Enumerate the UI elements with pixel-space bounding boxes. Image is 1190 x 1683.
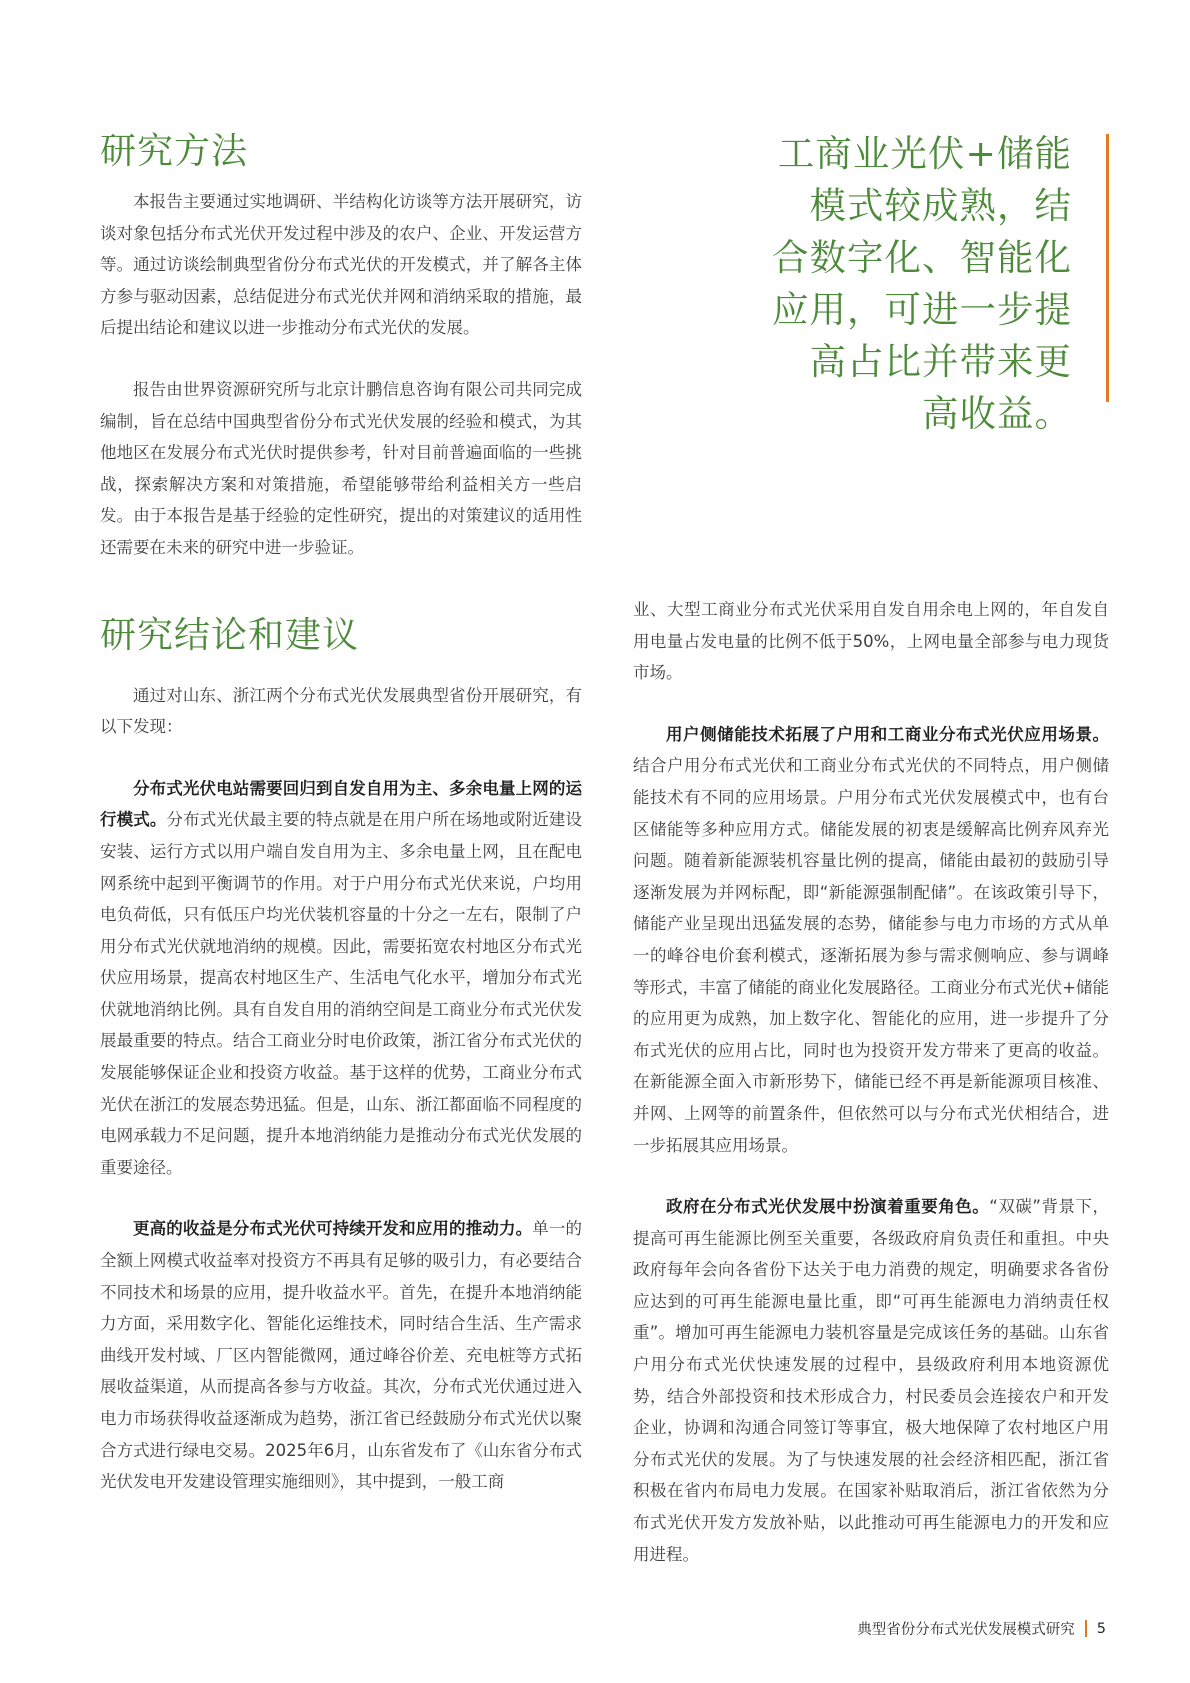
method-paragraph-1: 本报告主要通过实地调研、半结构化访谈等方法开展研究，访谈对象包括分布式光伏开发过程中涉及的农户、企业、开发运营方等。通过访谈绘制典型省份分布式光伏的开发模式，并了解各主体方参与驱动因素，总结促进分布式光伏并网和消纳采取的措施，最后提出结论和建议以进一步推动分布式光伏的发展。 [100,192,582,338]
page-footer [857,1618,1106,1639]
left-column [100,130,582,1498]
footer-separator [1085,1620,1087,1637]
finding-3 [633,719,1109,1161]
finding-2-text: 单一的全额上网模式收益率对投资方不再具有足够的吸引力，有必要结合不同技术和场景的应用，提升收益水平。首先，在提升本地消纳能力方面，采用数字化、智能化运维技术，同时结合生活、生产需求曲线开发村域、厂区内智能微网，通过峰谷价差、充电桩等方式拓展收益渠道，从而提高各参与方收益。其次，分布式光伏通过进入电力市场获得收益逐渐成为趋势，浙江省已经鼓励分布式光伏以聚合方式进行绿电交易。2025年6月，山东省发布了《山东省分布式光伏发电开发建设管理实施细则》，其中提到，一般工商 [100,1219,583,1492]
pull-quote-line: 工商业光伏+储能 [777,132,1072,175]
pull-quote [702,128,1072,440]
pull-quote-line: 高占比并带来更 [809,340,1072,383]
pull-quote-line: 模式较成熟，结 [809,184,1072,227]
right-column [633,594,1109,1570]
pull-quote-line: 高收益。 [922,392,1072,435]
pull-quote-line: 合数字化、智能化 [772,236,1072,279]
conclusion-intro: 通过对山东、浙江两个分布式光伏发展典型省份开展研究，有以下发现： [100,685,582,737]
section-heading-conclusion: 研究结论和建议 [100,614,360,656]
finding-3-text: 结合户用分布式光伏和工商业分布式光伏的不同特点，用户侧储能技术有不同的应用场景。户用分布式光伏发展模式中，也有台区储能等多种应用方式。储能发展的初衷是缓解高比例弃风弃光问题。随着新能源装机容量比例的提高，储能由最初的鼓励引导逐渐发展为并网标配，即“新能源强制配储”。在该政策引导下，储能产业呈现出迅猛发展的态势，储能参与电力市场的方式从单一的峰谷电价套利模式，逐渐拓展为参与需求侧响应、参与调峰等形式，丰富了储能的商业化发展路径。工商业分布式光伏+储能的应用更为成熟，加上数字化、智能化的应用，进一步提升了分布式光伏的应用占比，同时也为投资开发方带来了更高的收益。在新能源全面入市新形势下，储能已经不再是新能源项目核准、并网、上网等的前置条件，但依然可以与分布式光伏相结合，进一步拓展其应用场景。 [633,756,1109,1155]
pull-quote-line: 应用，可进一步提 [772,288,1072,331]
finding-1-text: 分布式光伏最主要的特点就是在用户所在场地或附近建设安装、运行方式以用户端自发自用为主、多余电量上网，且在配电网系统中起到平衡调节的作用。对于户用分布式光伏来说，户均用电负荷低，只有低压户均光伏装机容量的十分之一左右，限制了户用分布式光伏就地消纳的规模。因此，需要拓宽农村地区分布式光伏应用场景，提高农村地区生产、生活电气化水平，增加分布式光伏就地消纳比例。具有自发自用的消纳空间是工商业分布式光伏发展最重要的特点。结合工商业分时电价政策，浙江省分布式光伏的发展能够保证企业和投资方收益。基于这样的优势，工商业分布式光伏在浙江的发展态势迅猛。但是，山东、浙江都面临不同程度的电网承载力不足问题，提升本地消纳能力是推动分布式光伏发展的重要途径。 [100,810,582,1177]
finding-2 [100,1213,582,1497]
method-paragraph-2: 报告由世界资源研究所与北京计鹏信息咨询有限公司共同完成编制，旨在总结中国典型省份分布式光伏发展的经验和模式，为其他地区在发展分布式光伏时提供参考，针对目前普遍面临的一些挑战，探索解决方案和对策措施，希望能够带给利益相关方一些启发。由于本报告是基于经验的定性研究，提出的对策建议的适用性还需要在未来的研究中进一步验证。 [100,379,582,557]
finding-1 [100,773,582,1184]
finding-2-continued: 业、大型工商业分布式光伏采用自发自用余电上网的，年自发自用电量占发电量的比例不低于50%，上网电量全部参与电力现货市场。 [633,600,1109,683]
finding-4-title: 政府在分布式光伏发展中扮演着重要角色。 [666,1197,990,1217]
finding-1-title: 分布式光伏电站需要回归到自发自用为主、多余电量上网的运行模式。 [100,778,582,830]
pull-quote-accent-bar [1106,134,1109,402]
finding-3-title: 用户侧储能技术拓展了户用和工商业分布式光伏应用场景。 [666,724,1109,744]
page-number: 5 [1096,1620,1106,1637]
finding-4-text: “双碳”背景下，提高可再生能源比例至关重要，各级政府肩负责任和重担。中央政府每年会向各省份下达关于电力消费的规定，明确要求各省份应达到的可再生能源电量比重，即“可再生能源电力消纳责任权重”。增加可再生能源电力装机容量是完成该任务的基础。山东省户用分布式光伏快速发展的过程中，县级政府利用本地资源优势，结合外部投资和技术形成合力，村民委员会连接农户和开发企业，协调和沟通合同签订等事宜，极大地保障了农村地区户用分布式光伏的发展。为了与快速发展的社会经济相匹配，浙江省积极在省内布局电力发展。在国家补贴取消后，浙江省依然为分布式光伏开发方发放补贴，以此推动可再生能源电力的开发和应用进程。 [633,1197,1109,1564]
footer-report-title: 典型省份分布式光伏发展模式研究 [857,1622,1075,1638]
section-heading-method: 研究方法 [100,131,249,172]
finding-4 [633,1191,1109,1570]
finding-2-title: 更高的收益是分布式光伏可持续开发和应用的推动力。 [133,1219,533,1239]
